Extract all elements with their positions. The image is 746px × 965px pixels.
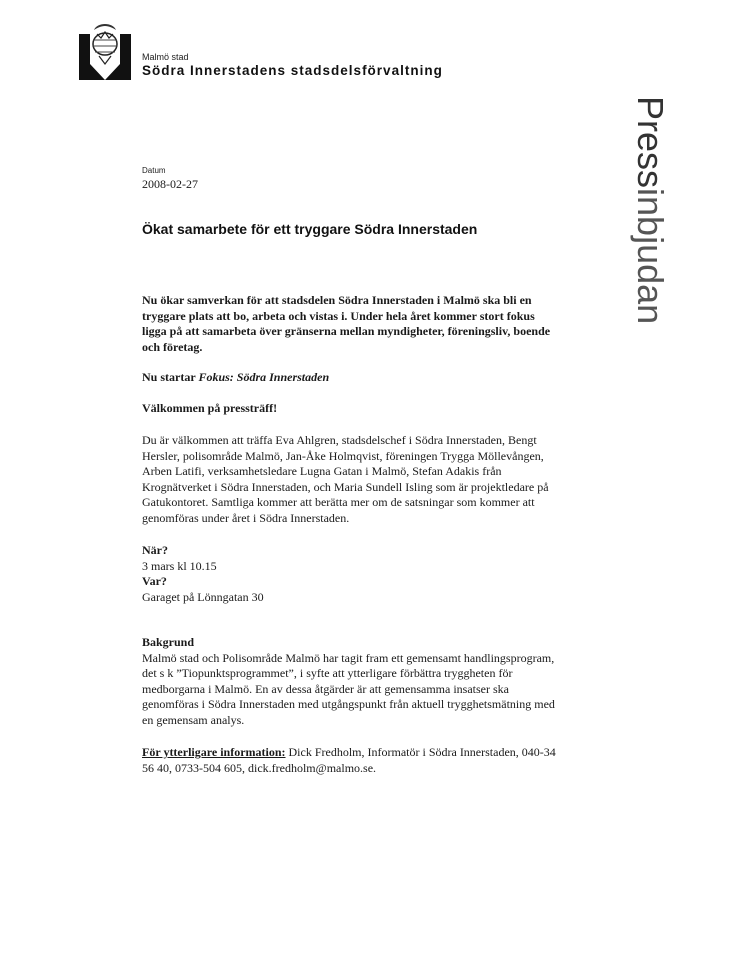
contact-label: För ytterligare information:	[142, 745, 286, 759]
when-label: När?	[142, 543, 168, 557]
start-campaign: Fokus: Södra Innerstaden	[198, 370, 330, 384]
where-label: Var?	[142, 574, 167, 588]
org-name: Södra Innerstadens stadsdelsförvaltning	[142, 63, 443, 78]
document-type-light: inbjudan	[630, 188, 671, 325]
body-paragraph: Du är välkommen att träffa Eva Ahlgren, stadsdelschef i Södra Innerstaden, Bengt Hersler, polisområde Malmö, Jan-Åke Holmqvist, föreningen Trygga Möllevången, Arben Latifi, verksamhetsledare Lugna Gatan i Malmö, Stefan Adakis från Krognätverket i Södra Innerstaden, och Maria Sundell Isling som är projektledare på Gatukontoret. Samtliga kommer att berätta mer om de satsningar som kommer att genomföras under året i Södra Innerstaden.	[142, 433, 549, 525]
background-text: Malmö stad och Polisområde Malmö har tagit fram ett gemensamt handlingsprogram, det s k ”Tiopunktsprogrammet”, i syfte att ytterligare förbättra tryggheten för medborgarna i Malmö. En av dessa åtgärder är att gemensamma insatser ska genomföras i Södra Innerstaden med utgångspunkt från aktuell trygghetsmätning med en gemensam analys.	[142, 650, 555, 727]
where-value: Garaget på Lönngatan 30	[142, 589, 264, 604]
contact-line	[142, 745, 562, 776]
background-heading: Bakgrund	[142, 635, 195, 649]
press-release-body	[142, 293, 562, 776]
start-line	[142, 370, 562, 386]
document-type-bold: Press	[630, 96, 671, 189]
welcome-line: Välkommen på pressträff!	[142, 400, 278, 415]
when-value: 3 mars kl 10.15	[142, 558, 217, 573]
org-city-label: Malmö stad	[142, 52, 189, 62]
malmo-coat-of-arms-logo	[79, 20, 131, 80]
date-label: Datum	[142, 166, 166, 175]
lead-paragraph: Nu ökar samverkan för att stadsdelen Södra Innerstaden i Malmö ska bli en tryggare plats att bo, arbeta och vistas i. Under hela året kommer stort fokus ligga på att samarbeta över gränserna mellan myndigheter, föreningsliv, boende och företag.	[142, 293, 551, 354]
start-prefix: Nu startar	[142, 370, 199, 384]
contact-text: Dick Fredholm, Informatör i Södra Innerstaden, 040-34 56 40, 0733-504 605, dick.fredholm@malmo.se.	[142, 745, 556, 775]
document-type-title	[630, 96, 671, 325]
date-value: 2008-02-27	[142, 177, 198, 191]
headline: Ökat samarbete för ett tryggare Södra Innerstaden	[142, 221, 478, 237]
